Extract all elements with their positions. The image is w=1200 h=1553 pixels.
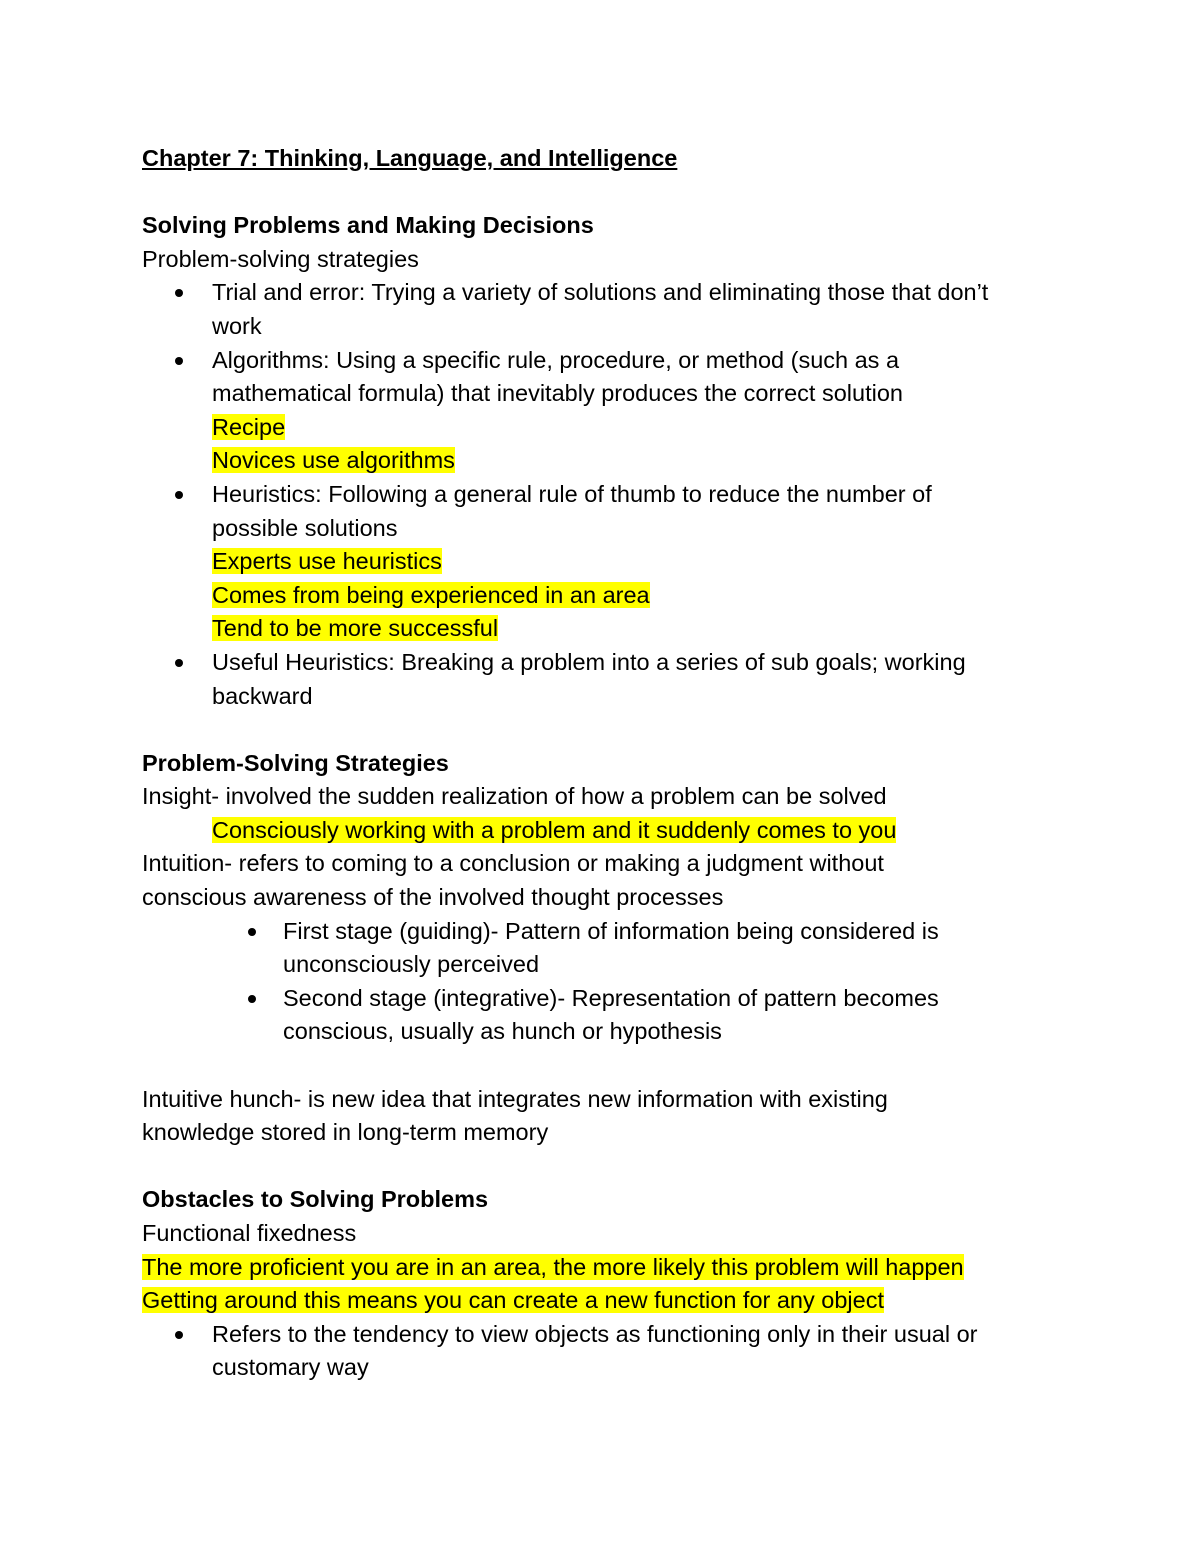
highlighted-note: Novices use algorithms	[212, 447, 455, 474]
section-heading: Obstacles to Solving Problems	[142, 1186, 489, 1213]
list-item: Useful Heuristics: Breaking a problem into a series of sub goals; working backward	[142, 646, 1092, 713]
highlighted-note: Comes from being experienced in an area	[212, 581, 650, 608]
highlighted-note: The more proficient you are in an area, the more likely this problem will happen	[142, 1253, 964, 1280]
highlighted-note: Getting around this means you can create a new function for any object	[142, 1287, 884, 1314]
chapter-title: Chapter 7: Thinking, Language, and Intelligence	[142, 145, 678, 171]
list-item: First stage (guiding)- Pattern of information being considered is unconsciously perceived	[142, 915, 1092, 982]
highlighted-note: Consciously working with a problem and it suddenly comes to you	[212, 816, 897, 843]
highlighted-note: Tend to be more successful	[212, 615, 499, 642]
section-heading: Solving Problems and Making Decisions	[142, 212, 594, 239]
highlighted-note: Experts use heuristics	[212, 548, 442, 575]
section-subheading: Functional fixedness	[142, 1220, 357, 1246]
bullet-icon	[175, 289, 183, 297]
document-content	[142, 142, 1092, 1385]
bullet-icon	[175, 491, 183, 499]
bullet-icon	[175, 357, 183, 365]
bullet-icon	[248, 928, 256, 936]
paragraph-line: knowledge stored in long-term memory	[142, 1119, 549, 1146]
bullet-icon	[248, 995, 256, 1003]
paragraph-line: Intuition- refers to coming to a conclusion or making a judgment without	[142, 850, 884, 877]
list-item: Heuristics: Following a general rule of thumb to reduce the number of possible solutions Experts use heuristics Comes from being experienced in an area Tend to be more successful	[142, 478, 1092, 646]
list-item: Refers to the tendency to view objects as functioning only in their usual or customary way	[142, 1318, 1092, 1385]
list-item: Trial and error: Trying a variety of solutions and eliminating those that don’t work	[142, 276, 1092, 343]
paragraph-line: Intuitive hunch- is new idea that integrates new information with existing	[142, 1085, 888, 1112]
paragraph-line: conscious awareness of the involved thought processes	[142, 884, 724, 911]
section-subheading: Problem-solving strategies	[142, 245, 419, 272]
section-heading: Problem-Solving Strategies	[142, 749, 449, 776]
paragraph-line: Insight- involved the sudden realization of how a problem can be solved	[142, 783, 887, 810]
list-item: Algorithms: Using a specific rule, procedure, or method (such as a mathematical formula) that inevitably produces the correct solution Recipe Novices use algorithms	[142, 344, 1092, 478]
highlighted-note: Recipe	[212, 413, 286, 440]
bullet-icon	[175, 659, 183, 667]
list-item: Second stage (integrative)- Representation of pattern becomes conscious, usually as hunch or hypothesis	[142, 982, 1092, 1049]
bullet-icon	[175, 1331, 183, 1339]
